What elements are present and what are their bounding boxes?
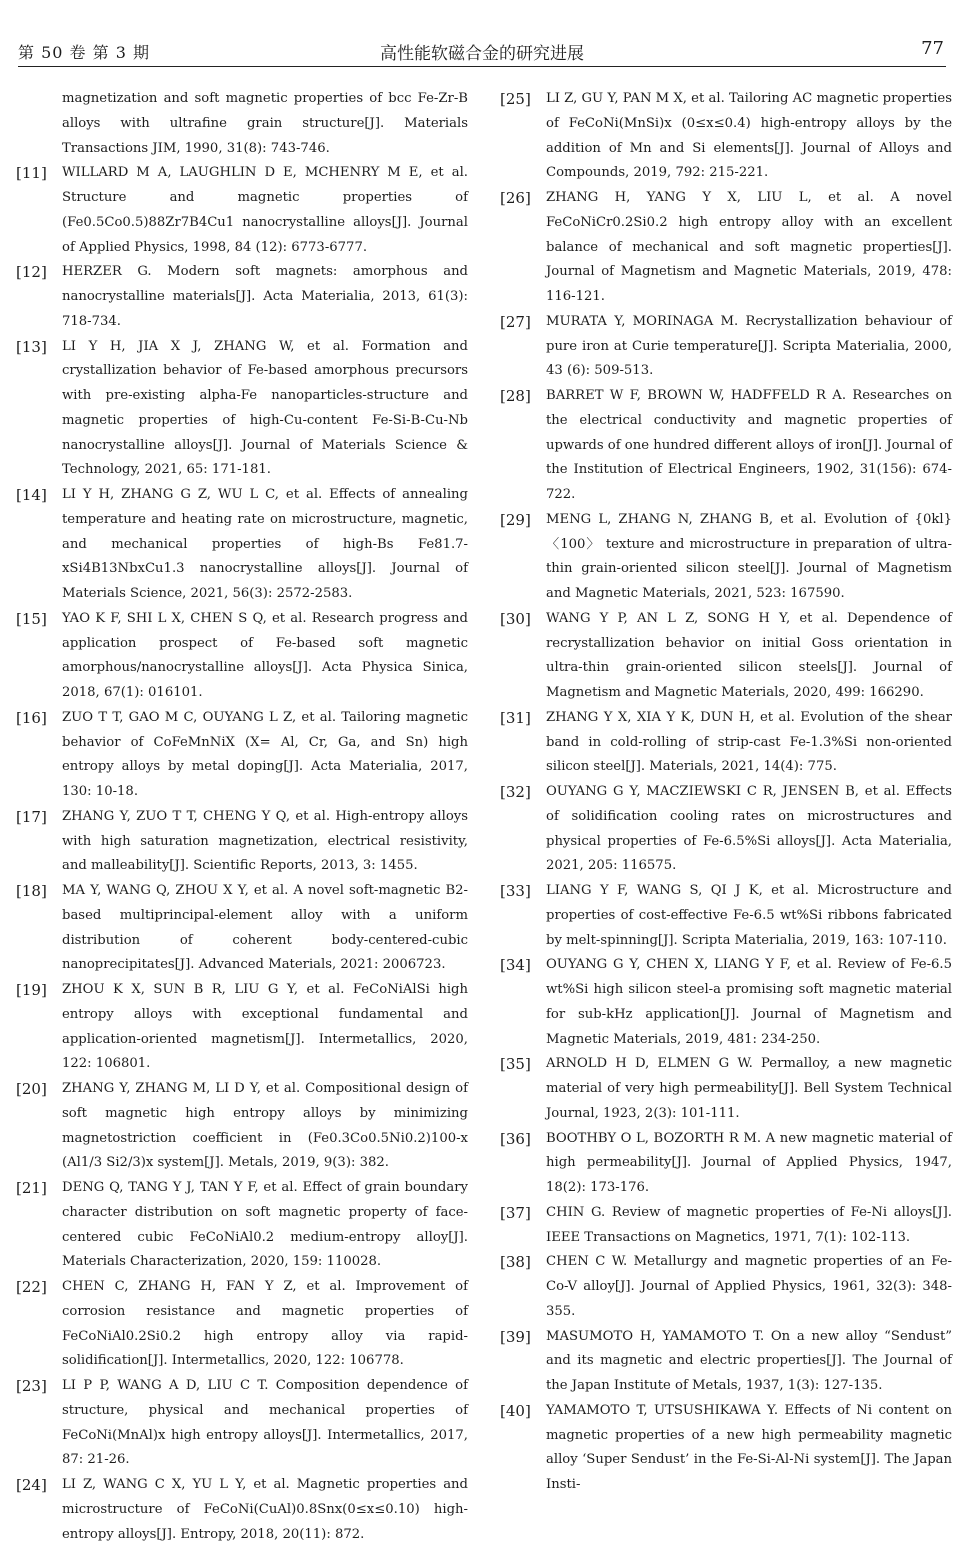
reference-entry: [500, 607, 952, 706]
reference-entry: [500, 1127, 952, 1201]
reference-entry: [16, 1077, 468, 1176]
reference-entry: [500, 706, 952, 780]
reference-text: HERZER G. Modern soft magnets: amorphous and nanocrystalline materials[J]. Acta Materialia, 2013, 61(3): 718-734.: [62, 264, 468, 329]
reference-entry: [16, 260, 468, 334]
reference-number: [26]: [500, 189, 531, 207]
reference-entry: [16, 87, 468, 161]
reference-number: [18]: [16, 882, 47, 900]
reference-number: [32]: [500, 783, 531, 801]
reference-entry: [16, 1374, 468, 1473]
reference-number: [38]: [500, 1253, 531, 1272]
reference-text: magnetization and soft magnetic properties of bcc Fe-Zr-B alloys with ultrafine grain structure[J]. Materials Transactions JIM, 1990, 31(8): 743-746.: [62, 91, 468, 156]
reference-entry: [500, 1399, 952, 1498]
reference-number: [20]: [16, 1080, 47, 1098]
reference-text: LIANG Y F, WANG S, QI J K, et al. Microstructure and properties of cost-effective Fe-6.5 wt%Si ribbons fabricated by melt-spinning[J]. Scripta Materialia, 2019, 163: 107-110.: [546, 883, 952, 948]
reference-text: OUYANG G Y, MACZIEWSKI C R, JENSEN B, et al. Effects of solidification cooling rates on microstructures and physical properties of Fe-6.5%Si alloys[J]. Acta Materialia, 2021, 205: 116575.: [546, 784, 952, 874]
reference-text: YAO K F, SHI L X, CHEN S Q, et al. Research progress and application prospect of Fe-based soft magnetic amorphous/nanocrystalline alloys[J]. Acta Physica Sinica, 2018, 67(1): 016101.: [62, 610, 468, 700]
reference-column-left: [16, 87, 468, 1547]
reference-number: [36]: [500, 1129, 531, 1148]
volume-issue: 第 50 卷 第 3 期: [18, 43, 150, 62]
reference-entry: [16, 706, 468, 805]
reference-text: MURATA Y, MORINAGA M. Recrystallization behaviour of pure iron at Curie temperature[J]. Scripta Materialia, 2000, 43 (6): 509-513.: [546, 313, 952, 379]
reference-text: CHIN G. Review of magnetic properties of Fe-Ni alloys[J]. IEEE Transactions on Magnetics, 1971, 7(1): 102-113.: [546, 1204, 952, 1245]
reference-number: [27]: [500, 312, 531, 331]
reference-text: CHEN C W. Metallurgy and magnetic properties of an Fe-Co-V alloy[J]. Journal of Applied Physics, 1961, 32(3): 348-355.: [546, 1254, 952, 1319]
reference-column-right: [500, 87, 952, 1498]
reference-entry: [500, 1250, 952, 1324]
reference-number: [29]: [500, 510, 531, 529]
reference-number: [37]: [500, 1203, 531, 1222]
reference-entry: [500, 384, 952, 508]
running-title: 高性能软磁合金的研究进展: [380, 44, 584, 64]
reference-text: BARRET W F, BROWN W, HADFFELD R A. Researches on the electrical conductivity and magnetic properties of upwards of one hundred different alloys of iron[J]. Journal of the Institution of Electrical Engineers, 1902, 31(156): 674-722.: [546, 388, 953, 502]
reference-entry: [500, 310, 952, 384]
reference-number: [25]: [500, 90, 531, 108]
reference-number: [31]: [500, 708, 531, 727]
reference-entry: [16, 607, 468, 706]
reference-number: [14]: [16, 486, 47, 504]
reference-entry: [500, 879, 952, 953]
reference-entry: [16, 1176, 468, 1275]
reference-entry: [16, 879, 468, 978]
reference-text: ZHANG Y, ZHANG M, LI D Y, et al. Compositional design of soft magnetic high entropy alloys by minimizing magnetostriction coefficient in (Fe0.3Co0.5Ni0.2)100-x (Al1/3 Si2/3)x system[J]. Metals, 2019, 9(3): 382.: [62, 1081, 468, 1171]
reference-number: [19]: [16, 981, 47, 999]
reference-entry: [500, 953, 952, 1052]
reference-number: [24]: [16, 1476, 47, 1494]
reference-text: WANG Y P, AN L Z, SONG H Y, et al. Dependence of recrystallization behavior on initial Goss orientation in ultra-thin grain-oriented silicon steels[J]. Journal of Magnetism and Magnetic Materials, 2020, 499: 166290.: [546, 610, 952, 700]
reference-entry: [500, 186, 952, 310]
reference-number: [23]: [16, 1377, 47, 1395]
reference-text: ZUO T T, GAO M C, OUYANG L Z, et al. Tailoring magnetic behavior of CoFeMnNiX (X= Al, Cr, Ga, and Sn) high entropy alloys by metal doping[J]. Acta Materialia, 2017, 130: 10-18.: [62, 709, 468, 799]
reference-text: LI Z, WANG C X, YU L Y, et al. Magnetic properties and microstructure of FeCoNi(CuAl)0.8Snx(0≤x≤0.10) high-entropy alloys[J]. Entropy, 2018, 20(11): 872.: [62, 1477, 468, 1542]
reference-text: ZHOU K X, SUN B R, LIU G Y, et al. FeCoNiAlSi high entropy alloys with exceptional fundamental and application-oriented magnetism[J]. Intermetallics, 2020, 122: 106801.: [62, 982, 468, 1072]
reference-number: [40]: [500, 1401, 531, 1420]
reference-entry: [500, 780, 952, 879]
reference-text: LI Y H, ZHANG G Z, WU L C, et al. Effects of annealing temperature and heating rate on microstructure, magnetic, and mechanical properties of high-Bs Fe81.7-xSi4B13NbxCu1.3 nanocrystalline alloys[J]. Journal of Materials Science, 2021, 56(3): 2572-2583.: [62, 487, 468, 601]
reference-text: ZHANG Y, ZUO T T, CHENG Y Q, et al. High-entropy alloys with high saturation magnetization, electrical resistivity, and malleability[J]. Scientific Reports, 2013, 3: 1455.: [62, 808, 468, 874]
reference-number: [33]: [500, 882, 531, 900]
running-header: [18, 36, 946, 67]
reference-text: ZHANG Y X, XIA Y K, DUN H, et al. Evolution of the shear band in cold-rolling of strip-cast Fe-1.3%Si non-oriented silicon steel[J]. Materials, 2021, 14(4): 775.: [546, 709, 952, 775]
reference-text: DENG Q, TANG Y J, TAN Y F, et al. Effect of grain boundary character distribution on soft magnetic property of face-centered cubic FeCoNiAl0.2 medium-entropy alloy[J]. Materials Characterization, 2020, 159: 110028.: [62, 1180, 468, 1270]
reference-entry: [500, 508, 952, 607]
reference-entry: [16, 1473, 468, 1547]
reference-text: CHEN C, ZHANG H, FAN Y Z, et al. Improvement of corrosion resistance and magnetic properties of FeCoNiAl0.2Si0.2 high entropy alloy via rapid-solidification[J]. Intermetallics, 2020, 122: 106778.: [62, 1279, 468, 1369]
reference-entry: [500, 1052, 952, 1126]
reference-text: LI Z, GU Y, PAN M X, et al. Tailoring AC magnetic properties of FeCoNi(MnSi)x (0≤x≤0.4) high-entropy alloys by the addition of Mn and Si elements[J]. Journal of Alloys and Compounds, 2019, 792: 215-221.: [546, 91, 952, 181]
reference-number: [21]: [16, 1179, 47, 1197]
reference-text: LI Y H, JIA X J, ZHANG W, et al. Formation and crystallization behavior of Fe-based amorphous precursors with pre-existing alpha-Fe nanoparticles-structure and magnetic properties of high-Cu-content Fe-Si-B-Cu-Nb nanocrystalline alloys[J]. Journal of Materials Science & Technology, 2021, 65: 171-181.: [62, 338, 468, 478]
reference-number: [15]: [16, 609, 47, 628]
reference-number: [34]: [500, 956, 531, 975]
reference-number: [28]: [500, 387, 531, 405]
reference-number: [39]: [500, 1327, 531, 1346]
reference-number: [16]: [16, 708, 47, 727]
reference-number: [13]: [16, 337, 47, 356]
reference-text: LI P P, WANG A D, LIU C T. Composition dependence of structure, physical and mechanical properties of FeCoNi(MnAl)x high entropy alloys[J]. Intermetallics, 2017, 87: 21-26.: [62, 1378, 468, 1468]
reference-entry: [500, 1201, 952, 1251]
page-number: 77: [921, 38, 944, 59]
reference-text: MENG L, ZHANG N, ZHANG B, et al. Evolution of {0kl}〈100〉 texture and microstructure in preparation of ultra-thin grain-oriented silicon steel[J]. Journal of Magnetism and Magnetic Materials, 2021, 523: 167590.: [546, 511, 952, 601]
reference-entry: [500, 1325, 952, 1399]
reference-text: MASUMOTO H, YAMAMOTO T. On a new alloy “Sendust” and its magnetic and electric properties[J]. The Journal of the Japan Institute of Metals, 1937, 1(3): 127-135.: [546, 1328, 952, 1393]
reference-number: [11]: [16, 164, 47, 183]
reference-entry: [16, 483, 468, 607]
reference-number: [12]: [16, 263, 47, 282]
reference-entry: [16, 335, 468, 484]
reference-text: WILLARD M A, LAUGHLIN D E, MCHENRY M E, et al. Structure and magnetic properties of (Fe0.5Co0.5)88Zr7B4Cu1 nanocrystalline alloys[J]. Journal of Applied Physics, 1998, 84 (12): 6773-6777.: [62, 165, 468, 255]
reference-number: [30]: [500, 609, 531, 628]
reference-number: [17]: [16, 807, 47, 826]
reference-text: ARNOLD H D, ELMEN G W. Permalloy, a new magnetic material of very high permeability[J]. Bell System Technical Journal, 1923, 2(3): 101-111.: [546, 1056, 952, 1121]
reference-text: ZHANG H, YANG Y X, LIU L, et al. A novel FeCoNiCr0.2Si0.2 high entropy alloy with an excellent balance of mechanical and soft magnetic properties[J]. Journal of Magnetism and Magnetic Materials, 2019, 478: 116-121.: [546, 190, 952, 304]
reference-text: MA Y, WANG Q, ZHOU X Y, et al. A novel soft-magnetic B2-based multiprincipal-element alloy with a uniform distribution of coherent body-centered-cubic nanoprecipitates[J]. Advanced Materials, 2021: 2006723.: [62, 883, 468, 973]
reference-text: YAMAMOTO T, UTSUSHIKAWA Y. Effects of Ni content on magnetic properties of a new high permeability magnetic alloy ‘Super Sendust’ in the Fe-Si-Al-Ni system[J]. The Japan Insti-: [546, 1402, 952, 1492]
reference-number: [22]: [16, 1278, 47, 1296]
reference-entry: [16, 978, 468, 1077]
reference-number: [35]: [500, 1055, 531, 1074]
reference-entry: [16, 1275, 468, 1374]
reference-text: OUYANG G Y, CHEN X, LIANG Y F, et al. Review of Fe-6.5 wt%Si high silicon steel-a promising soft magnetic material for sub-kHz application[J]. Journal of Magnetism and Magnetic Materials, 2019, 481: 234-250.: [546, 957, 952, 1047]
reference-text: BOOTHBY O L, BOZORTH R M. A new magnetic material of high permeability[J]. Journal of Applied Physics, 1947, 18(2): 173-176.: [546, 1130, 952, 1195]
reference-entry: [500, 87, 952, 186]
reference-entry: [16, 805, 468, 879]
reference-entry: [16, 161, 468, 260]
